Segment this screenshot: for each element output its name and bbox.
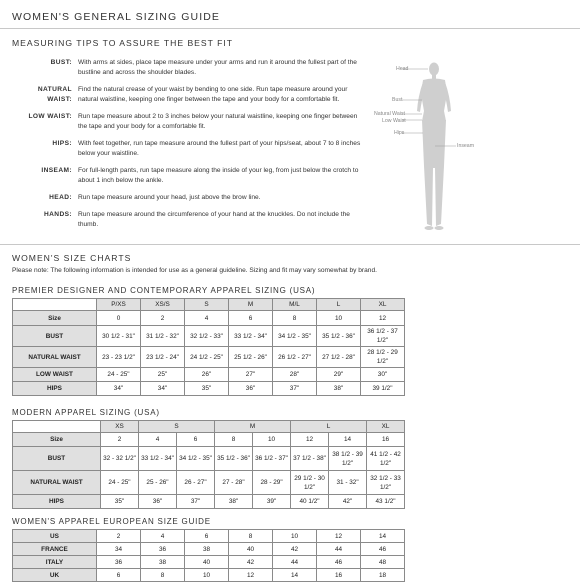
table-cell: 41 1/2 - 42 1/2"	[367, 447, 405, 471]
table-cell: 36"	[229, 382, 273, 396]
tip-low-waist	[12, 112, 364, 132]
modern-size-table	[12, 420, 405, 509]
page-title: WOMEN'S GENERAL SIZING GUIDE	[12, 11, 221, 23]
table-cell: 40 1/2"	[291, 495, 329, 509]
table-cell: 33 1/2 - 34"	[139, 447, 177, 471]
tip-text: Run tape measure around your head, just above the brow line.	[78, 194, 261, 201]
table-cell: 10	[273, 530, 317, 543]
letter-size-cell: M	[229, 299, 273, 311]
row-label: BUST	[13, 447, 101, 471]
table-row	[13, 556, 405, 569]
figure-label-low-waist: Low Waist	[382, 118, 406, 124]
table-cell: 29 1/2 - 30 1/2"	[291, 471, 329, 495]
tip-label: HANDS:	[43, 211, 72, 218]
row-label: HIPS	[13, 382, 97, 396]
table-cell: 16	[367, 433, 405, 447]
table-cell: 6	[229, 311, 273, 326]
table-row	[13, 382, 405, 396]
table-cell: 46	[361, 543, 405, 556]
tip-text: Run tape measure around the circumference of your hand at the knuckles. Do not include the thumb.	[78, 211, 350, 228]
letter-size-cell: P/XS	[97, 299, 141, 311]
table-cell: 32 - 32 1/2"	[101, 447, 139, 471]
table-cell: 4	[139, 433, 177, 447]
group-cell: XL	[367, 421, 405, 433]
empty-cell	[13, 421, 101, 433]
table-cell: 12	[229, 569, 273, 582]
group-cell: L	[291, 421, 367, 433]
tip-natural-waist	[12, 85, 364, 105]
row-label: Size	[13, 433, 101, 447]
figure-label-head: Head	[396, 66, 409, 72]
table-cell: 48	[361, 556, 405, 569]
letter-size-cell: S	[185, 299, 229, 311]
table-cell: 33 1/2 - 34"	[229, 326, 273, 347]
table-cell: 16	[317, 569, 361, 582]
row-label: NATURAL WAIST	[13, 471, 101, 495]
table-cell: 38	[141, 556, 185, 569]
letter-size-cell: M/L	[273, 299, 317, 311]
table-cell: 14	[273, 569, 317, 582]
figure-label-natural-waist: Natural Waist	[374, 111, 405, 117]
tip-label: HEAD:	[49, 194, 72, 201]
row-label: NATURAL WAIST	[13, 347, 97, 368]
european-heading: WOMEN'S APPAREL EUROPEAN SIZE GUIDE	[12, 517, 211, 526]
table-cell: 6	[97, 569, 141, 582]
premier-size-table	[12, 298, 405, 396]
tip-head	[12, 193, 364, 203]
table-row	[13, 471, 405, 495]
group-cell: XS	[101, 421, 139, 433]
table-cell: 42	[229, 556, 273, 569]
tip-text: With feet together, run tape measure around the fullest part of your hips/seat, about 7 to 8 inches below your waistline.	[78, 140, 361, 157]
tip-text: Run tape measure about 2 to 3 inches below your natural waistline, keeping one finger between the tape and your body for a comfortable fit.	[78, 113, 358, 130]
table-cell: 29"	[317, 368, 361, 382]
table-cell: 36"	[139, 495, 177, 509]
table-cell: 23 - 23 1/2"	[97, 347, 141, 368]
table-row	[13, 530, 405, 543]
table-cell: 36 1/2 - 37 1/2"	[361, 326, 405, 347]
table-cell: 30 1/2 - 31"	[97, 326, 141, 347]
table-cell: 24 1/2 - 25"	[185, 347, 229, 368]
empty-cell	[13, 299, 97, 311]
table-cell: 35"	[185, 382, 229, 396]
table-cell: 6	[177, 433, 215, 447]
table-cell: 8	[229, 530, 273, 543]
table-cell: 32 1/2 - 33 1/2"	[367, 471, 405, 495]
table-row	[13, 433, 405, 447]
row-label: US	[13, 530, 97, 543]
row-label: FRANCE	[13, 543, 97, 556]
premier-heading: PREMIER DESIGNER AND CONTEMPORARY APPAREL SIZING (USA)	[12, 286, 316, 295]
table-cell: 35 1/2 - 36"	[317, 326, 361, 347]
tips-heading: MEASURING TIPS TO ASSURE THE BEST FIT	[12, 38, 234, 48]
table-row	[13, 347, 405, 368]
tip-text: Find the natural crease of your waist by bending to one side. Run tape measure around your natural waistline, keeping one finger between the tape and your body for a comfortable fit.	[78, 86, 348, 103]
table-cell: 34 1/2 - 35"	[273, 326, 317, 347]
silhouette-icon	[372, 56, 492, 246]
table-cell: 37"	[273, 382, 317, 396]
table-cell: 18	[361, 569, 405, 582]
table-cell: 28"	[273, 368, 317, 382]
table-cell: 44	[273, 556, 317, 569]
table-cell: 36 1/2 - 37"	[253, 447, 291, 471]
table-cell: 40	[185, 556, 229, 569]
tip-text: With arms at sides, place tape measure under your arms and run it around the fullest part of the bustline and across the shoulder blades.	[78, 59, 357, 76]
tip-label: NATURAL WAIST:	[37, 86, 72, 103]
table-cell: 0	[97, 311, 141, 326]
premier-letter-row	[13, 299, 405, 311]
table-cell: 25 - 26"	[139, 471, 177, 495]
table-cell: 35"	[101, 495, 139, 509]
table-cell: 10	[317, 311, 361, 326]
table-cell: 12	[317, 530, 361, 543]
row-label: LOW WAIST	[13, 368, 97, 382]
charts-heading: WOMEN'S SIZE CHARTS	[12, 253, 132, 263]
table-cell: 42"	[329, 495, 367, 509]
tip-label: LOW WAIST:	[28, 113, 72, 120]
table-cell: 31 - 32"	[329, 471, 367, 495]
table-cell: 14	[361, 530, 405, 543]
figure-label-bust: Bust	[392, 97, 403, 103]
tip-label: HIPS:	[52, 140, 72, 147]
table-cell: 10	[253, 433, 291, 447]
table-cell: 8	[215, 433, 253, 447]
table-cell: 31 1/2 - 32"	[141, 326, 185, 347]
group-cell: M	[215, 421, 291, 433]
row-label: HIPS	[13, 495, 101, 509]
sizing-note: Please note: The following information is intended for use as a general guideline. Sizing and fit may vary somewhat by brand.	[12, 267, 377, 274]
table-row	[13, 543, 405, 556]
table-cell: 4	[141, 530, 185, 543]
table-cell: 12	[291, 433, 329, 447]
table-cell: 24 - 25"	[101, 471, 139, 495]
table-row	[13, 495, 405, 509]
table-cell: 28 - 29"	[253, 471, 291, 495]
row-label: Size	[13, 311, 97, 326]
modern-group-row	[13, 421, 405, 433]
table-cell: 26 - 27"	[177, 471, 215, 495]
tip-text: For full-length pants, run tape measure along the inside of your leg, from just below the crotch to about 1 inch below the ankle.	[78, 167, 359, 184]
section-divider	[0, 244, 580, 245]
table-cell: 10	[185, 569, 229, 582]
table-cell: 39 1/2"	[361, 382, 405, 396]
table-cell: 38"	[317, 382, 361, 396]
figure-label-inseam: Inseam	[457, 143, 475, 149]
table-cell: 38	[185, 543, 229, 556]
table-cell: 35 1/2 - 36"	[215, 447, 253, 471]
table-cell: 25"	[141, 368, 185, 382]
table-cell: 2	[141, 311, 185, 326]
row-label: UK	[13, 569, 97, 582]
table-cell: 8	[273, 311, 317, 326]
modern-heading: MODERN APPAREL SIZING (USA)	[12, 408, 160, 417]
tip-bust	[12, 58, 364, 78]
tip-label: BUST:	[50, 59, 72, 66]
table-cell: 26"	[185, 368, 229, 382]
table-cell: 36	[141, 543, 185, 556]
table-cell: 38"	[215, 495, 253, 509]
table-cell: 32 1/2 - 33"	[185, 326, 229, 347]
table-cell: 14	[329, 433, 367, 447]
table-cell: 40	[229, 543, 273, 556]
letter-size-cell: XL	[361, 299, 405, 311]
tip-inseam	[12, 166, 364, 186]
table-cell: 27 1/2 - 28"	[317, 347, 361, 368]
tip-hips	[12, 139, 364, 159]
table-cell: 34"	[141, 382, 185, 396]
table-cell: 38 1/2 - 39 1/2"	[329, 447, 367, 471]
table-cell: 27"	[229, 368, 273, 382]
table-cell: 34"	[97, 382, 141, 396]
table-cell: 39"	[253, 495, 291, 509]
table-cell: 37 1/2 - 38"	[291, 447, 329, 471]
title-divider	[0, 28, 580, 29]
table-cell: 37"	[177, 495, 215, 509]
table-cell: 43 1/2"	[367, 495, 405, 509]
body-measurement-figure	[372, 56, 492, 246]
letter-size-cell: L	[317, 299, 361, 311]
european-size-table	[12, 529, 405, 582]
table-cell: 28 1/2 - 29 1/2"	[361, 347, 405, 368]
table-cell: 36	[97, 556, 141, 569]
table-cell: 4	[185, 311, 229, 326]
table-cell: 27 - 28"	[215, 471, 253, 495]
row-label: ITALY	[13, 556, 97, 569]
table-cell: 46	[317, 556, 361, 569]
table-cell: 2	[97, 530, 141, 543]
table-cell: 6	[185, 530, 229, 543]
tip-hands	[12, 210, 364, 230]
measuring-tips-list	[12, 58, 364, 230]
table-row	[13, 326, 405, 347]
table-cell: 25 1/2 - 26"	[229, 347, 273, 368]
table-cell: 34	[97, 543, 141, 556]
table-cell: 44	[317, 543, 361, 556]
row-label: BUST	[13, 326, 97, 347]
table-cell: 23 1/2 - 24"	[141, 347, 185, 368]
table-cell: 42	[273, 543, 317, 556]
table-cell: 12	[361, 311, 405, 326]
tip-label: INSEAM:	[41, 167, 72, 174]
table-row	[13, 447, 405, 471]
table-cell: 26 1/2 - 27"	[273, 347, 317, 368]
letter-size-cell: XS/S	[141, 299, 185, 311]
group-cell: S	[139, 421, 215, 433]
table-cell: 30"	[361, 368, 405, 382]
table-row	[13, 368, 405, 382]
table-cell: 2	[101, 433, 139, 447]
table-row	[13, 311, 405, 326]
table-cell: 34 1/2 - 35"	[177, 447, 215, 471]
table-cell: 24 - 25"	[97, 368, 141, 382]
figure-label-hips: Hips	[394, 130, 405, 136]
table-cell: 8	[141, 569, 185, 582]
